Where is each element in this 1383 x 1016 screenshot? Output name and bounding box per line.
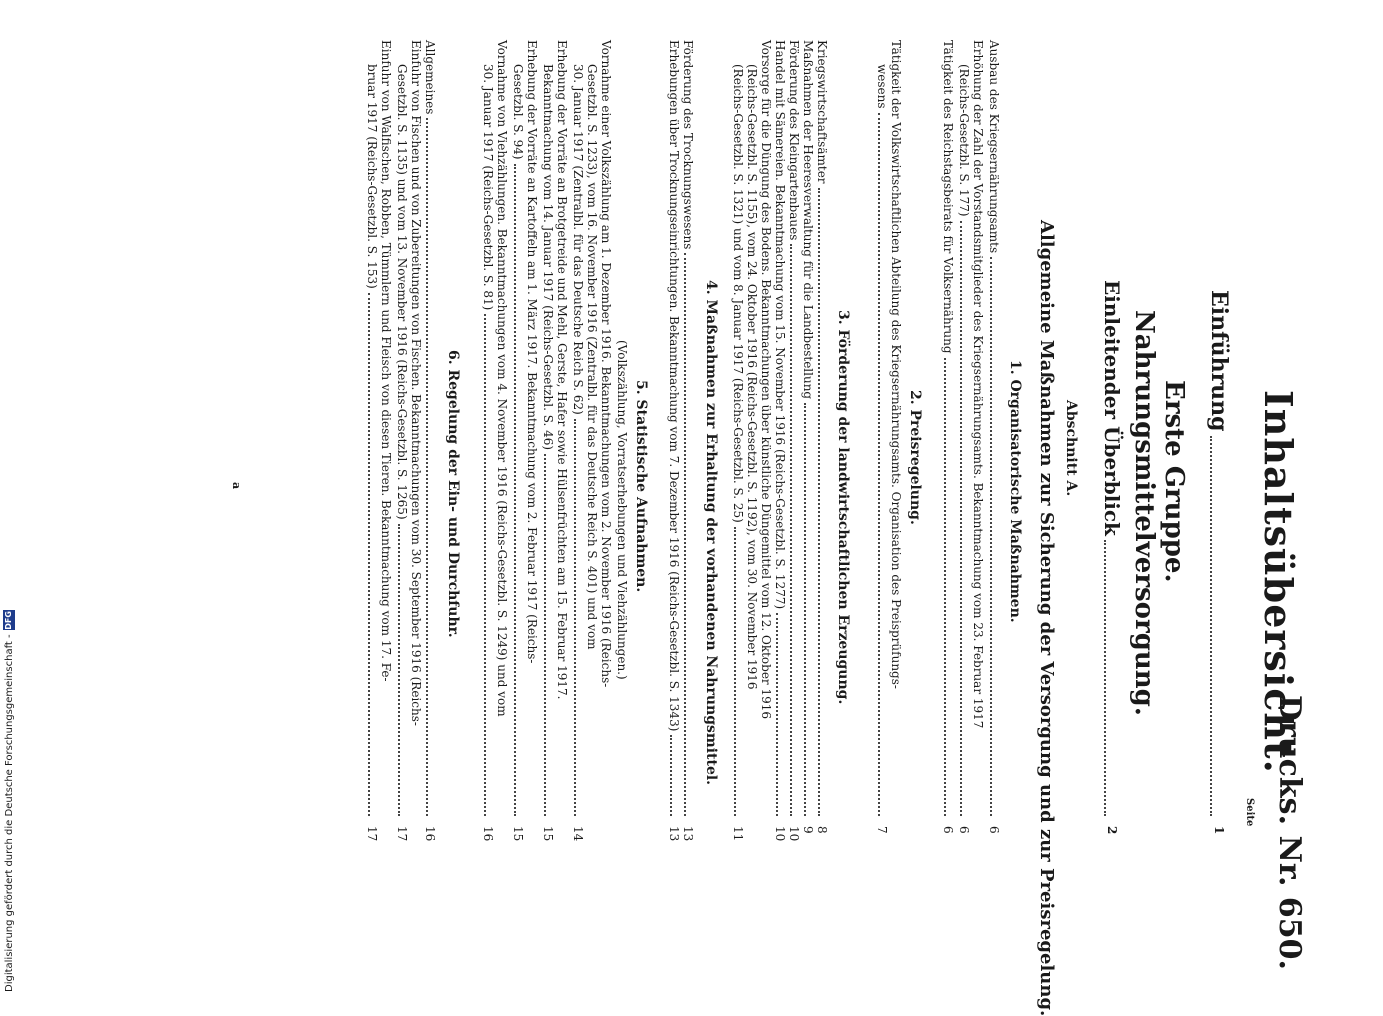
chapter-title: 6. Regelung der Ein- und Durchfuhr. <box>445 350 461 638</box>
chapter-subtitle: (Volkszählung, Vorratserhebungen und Viehzählungen.) <box>615 340 629 680</box>
digitization-credit <box>2 572 16 992</box>
toc-page-number: 8 <box>815 826 829 834</box>
leader-dots <box>574 419 576 816</box>
toc-entry: Erhebung der Vorräte an Kartoffeln am 1. März 1917. Bekanntmachung vom 2. Februar 1917 (Reichs- Gesetzbl. S. 94) 15 <box>511 40 539 842</box>
toc-entry: Kriegswirtschaftsämter 8 <box>815 40 829 834</box>
toc-page-number: 15 <box>511 826 525 842</box>
toc-page-number: 17 <box>395 826 409 842</box>
toc-page-number: 16 <box>481 826 495 842</box>
toc-entry: Vornahme einer Volkszählung am 1. Dezember 1916. Bekanntmachungen vom 2. November 1916 (Reichs- Gesetzbl. S. 1233), vom 16. November 1916 (Zentralbl. für das Deutsche Reich S. 401) und vom 30. Januar 1917 (Zentralbl. für das Deutsche Reich S. 62) 14 <box>571 40 613 842</box>
toc-entry: Vorsorge für die Düngung des Bodens. Bekanntmachungen über künstliche Düngemittel vom 12. Oktober 1916 (Reichs-Gesetzbl. S. 1155), vom 24. Oktober 1916 (Reichs-Gesetzbl. S. 1192), vom 30. November 1916 (Reichs-Gesetzbl. S. 1321) und vom 8. Januar 1917 (Reichs-Gesetzbl. S. 25) 11 <box>731 40 773 842</box>
chapter-title: 4. Maßnahmen zur Erhaltung der vorhandenen Nahrungsmittel. <box>703 280 719 786</box>
toc-page-number: 14 <box>571 826 585 842</box>
group-name: Erste Gruppe. <box>1159 380 1189 583</box>
group-title: Nahrungsmittelversorgung. <box>1129 310 1159 716</box>
chapter-title: 5. Statistische Aufnahmen. <box>633 380 649 593</box>
leader-dots <box>398 524 400 816</box>
toc-page-number: 2 <box>1105 826 1119 835</box>
dfg-logo-icon: DFG <box>4 611 13 630</box>
leader-dots <box>960 221 962 816</box>
chapter-title: 3. Förderung der landwirtschaftlichen Erzeugung. <box>835 310 851 705</box>
toc-page-number: 7 <box>875 826 889 834</box>
toc-page-number: 11 <box>731 826 745 842</box>
toc-page-number: 10 <box>787 826 801 842</box>
toc-page-number: 6 <box>987 826 1001 834</box>
section-title: Allgemeine Maßnahmen zur Sicherung der Versorgung und zur Preisregelung. <box>1036 220 1057 1016</box>
toc-entry: Erhebung der Vorräte an Brotgetreide und Mehl, Gerste, Hafer sowie Hülsenfrüchten am 15. Februar 1917. Bekanntmachung vom 14. Januar 1917 (Reichs-Gesetzbl. S. 46) 15 <box>541 40 569 842</box>
leader-dots <box>514 164 516 816</box>
toc-entry: Vornahme von Viehzählungen. Bekanntmachungen vom 4. November 1916 (Reichs-Gesetzbl. S. 1249) und vom 30. Januar 1917 (Reichs-Gesetzbl. S. 81) 16 <box>481 40 509 842</box>
sheet-signature: a <box>230 482 243 490</box>
leader-dots <box>790 244 792 816</box>
toc-entry: Förderung des Kleingartenbaues 10 <box>787 40 801 842</box>
leader-dots <box>776 613 778 816</box>
toc-entry: Einfuhr von Walfischen, Robben, Tümmlern und Fleisch von diesen Tieren. Bekanntmachung vom 17. Fe- bruar 1917 (Reichs-Gesetzbl. S. 153) 17 <box>365 40 393 842</box>
toc-page-number: 16 <box>423 826 437 842</box>
chapter-title: 2. Preisregelung. <box>907 390 923 525</box>
rotated-document-page <box>183 40 1313 1016</box>
toc-entry: Allgemeines 16 <box>423 40 437 842</box>
toc-page-number: 9 <box>801 826 815 834</box>
leader-dots <box>734 527 736 816</box>
section-name: Abschnitt A. <box>1063 400 1079 497</box>
leader-dots <box>670 735 672 816</box>
chapter-title: 1. Organisatorische Maßnahmen. <box>1007 360 1023 623</box>
toc-page-number: 1 <box>1212 826 1226 835</box>
toc-entry: Erhöhung der Zahl der Vorstandsmitglieder des Kriegsernährungsamts. Bekanntmachung vom 23. Februar 1917 (Reichs-Gesetzbl. S. 177) 6 <box>957 40 985 834</box>
leader-dots <box>818 188 820 816</box>
toc-page-number: 6 <box>941 826 955 834</box>
leader-dots <box>878 113 880 816</box>
toc-entry: Einfuhr von Fischen und von Zubereitungen von Fischen. Bekanntmachungen vom 30. September 1916 (Reichs- Gesetzbl. S. 1135) und vom 13. November 1916 (Reichs-Gesetzbl. S. 1265) 17 <box>395 40 423 842</box>
leader-dots <box>684 253 686 816</box>
leader-dots <box>484 314 486 816</box>
toc-entry: Tätigkeit der Volkswirtschaftlichen Abteilung des Kriegsernährungsamts. Organisation des Preisprüfungs- wesens 7 <box>875 40 903 834</box>
leader-dots <box>944 358 946 816</box>
toc-entry: Maßnahmen der Heeresverwaltung für die Landbestellung 9 <box>801 40 815 834</box>
toc-page-number: 15 <box>541 826 555 842</box>
page-column-label: Seite <box>1244 798 1255 827</box>
toc-page-number: 10 <box>773 826 787 842</box>
toc-entry: Förderung des Trocknungswesens 13 <box>681 40 695 842</box>
leader-dots <box>1104 540 1106 816</box>
toc-entry-overview <box>1100 280 1124 835</box>
toc-entry-label: Einführung <box>1206 290 1232 432</box>
leader-dots <box>990 257 992 816</box>
toc-entry: Erhebungen über Trocknungseinrichtungen. Bekanntmachung vom 7. Dezember 1916 (Reichs-Gesetzbl. S. 1343) 13 <box>667 40 681 842</box>
credit-text: Digitalisierung gefördert durch die Deutsche Forschungsgemeinschaft - <box>3 634 15 992</box>
toc-page-number: 6 <box>957 826 971 834</box>
toc-entry: Ausbau des Kriegsernährungsamts 6 <box>987 40 1001 834</box>
document-number: Drucks. Nr. 650. <box>1272 695 1307 970</box>
leader-dots <box>804 403 806 816</box>
leader-dots <box>426 118 428 816</box>
leader-dots <box>1210 436 1212 816</box>
toc-page-number: 17 <box>365 826 379 842</box>
toc-page-number: 13 <box>667 826 681 842</box>
toc-page-number: 13 <box>681 826 695 842</box>
toc-entry: Tätigkeit des Reichstagsbeirats für Volksernährung 6 <box>941 40 955 834</box>
toc-entry: Handel mit Sämereien. Bekanntmachung vom 15. November 1916 (Reichs-Gesetzbl. S. 1277) 10 <box>773 40 787 842</box>
toc-entry-label: Einleitender Überblick <box>1100 280 1124 536</box>
toc-entry-intro <box>1206 290 1232 835</box>
leader-dots <box>368 293 370 816</box>
page-title: Inhaltsübersicht. <box>1256 390 1301 774</box>
leader-dots <box>544 454 546 816</box>
